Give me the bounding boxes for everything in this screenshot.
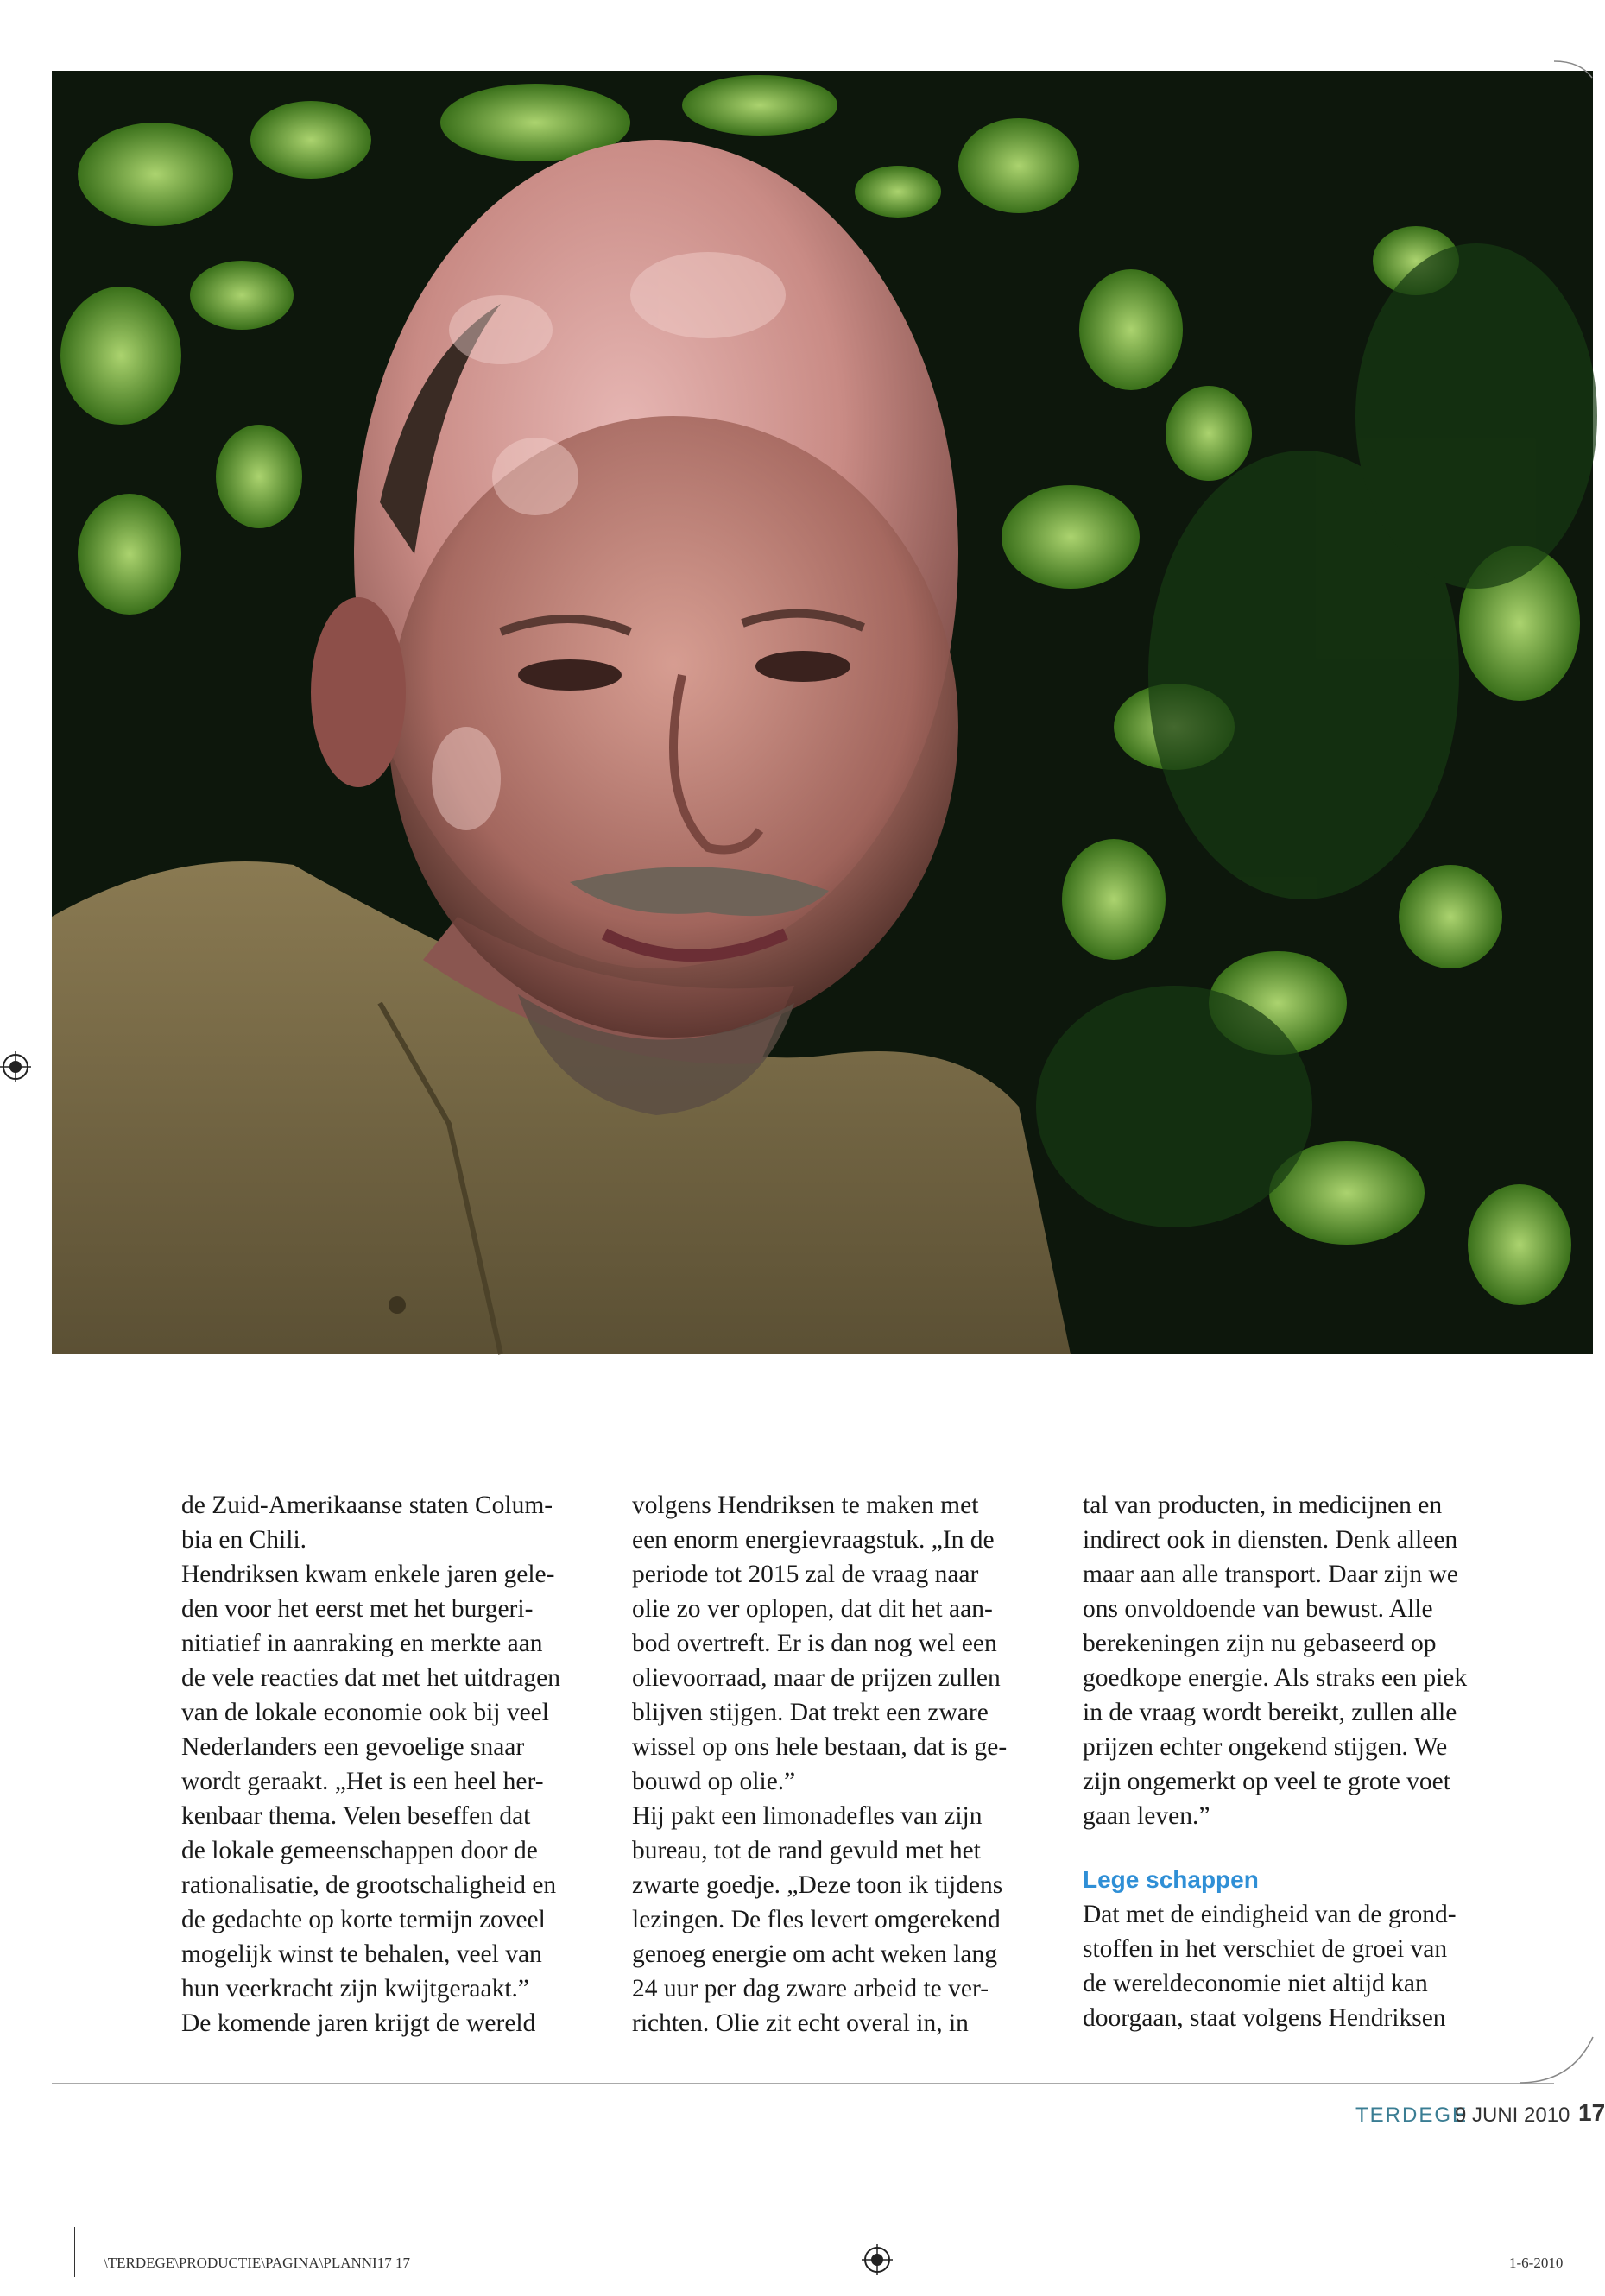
paragraph: Dat met de eindigheid van de grond- stoffen in het verschiet de groei van de wereldeconomie niet altijd kan doorgaan, staat volgens Hendriksen xyxy=(1083,1901,1457,2032)
print-slug-date: 1-6-2010 xyxy=(1509,2255,1564,2271)
paragraph: tal van producten, in medicijnen en indirect ook in diensten. Denk alleen maar aan alle transport. Daar zijn we ons onvoldoende van bewust. Alle berekeningen zijn nu gebaseerd op goedkope energie. Als straks een piek in de vraag wordt bereikt, zullen alle prijzen echter ongekend stijgen. We zijn ongemerkt op veel te grote voet gaan leven.” xyxy=(1083,1492,1468,1830)
paragraph: Hij pakt een limonadefles van zijn bureau, tot de rand gevuld met het zwarte goedje. „Deze toon ik tijdens lezingen. De fles levert omgerekend genoeg energie om acht weken lang 24 uur per dag zware arbeid te ver- richten. Olie zit echt overal in, in xyxy=(632,1802,1003,2037)
portrait-illustration xyxy=(52,71,1593,1354)
paragraph: Hendriksen kwam enkele jaren gele- den voor het eerst met het burgeri- nitiatief in aanraking en merkte aan de vele reacties dat met het uitdragen van de lokale economie ook bij veel Nederlanders een gevoelige snaar wordt geraakt. „Het is een heel her- kenbaar thema. Velen beseffen dat de lokale gemeenschappen door de rationalisatie, de grootschaligheid en de gedachte op korte termijn zoveel mogelijk winst te behalen, veel van hun veerkracht zijn kwijtgeraakt.” xyxy=(181,1561,561,2003)
footer-rule xyxy=(52,2083,1554,2084)
paragraph: De komende jaren krijgt de wereld xyxy=(181,2009,536,2037)
page-corner-decoration xyxy=(1554,60,1593,112)
portrait-photo xyxy=(52,71,1593,1354)
registration-mark-bottom xyxy=(862,2244,893,2275)
issue-date: 9 JUNI 2010 xyxy=(1455,2104,1570,2127)
section-subheading: Lege schappen xyxy=(1083,1866,1259,1893)
paragraph: volgens Hendriksen te maken met een enorm energievraagstuk. „In de periode tot 2015 zal de vraag naar olie zo ver oplopen, dat dit het aan- bod overtreft. Er is dan nog wel een olievoorraad, maar de prijzen zullen blijven stijgen. Dat trekt een zware wissel op ons hele bestaan, dat is ge- bouwd op olie.” xyxy=(632,1492,1008,1795)
paragraph: de Zuid-Amerikaanse staten Colum- bia en Chili. xyxy=(181,1492,553,1554)
article-column-3 xyxy=(1083,1488,1506,2035)
print-slug-path: \TERDEGE\PRODUCTIE\PAGINA\PLANNI17 17 xyxy=(104,2255,410,2271)
page-number: 17 xyxy=(1578,2099,1605,2126)
article-column-2 xyxy=(632,1488,1055,2041)
page-corner-decoration xyxy=(1520,2037,1597,2089)
magazine-name: TERDEGE xyxy=(1355,2104,1469,2127)
article-column-1 xyxy=(181,1488,604,2041)
registration-mark-left xyxy=(0,1051,31,1082)
crop-mark xyxy=(74,2227,75,2277)
